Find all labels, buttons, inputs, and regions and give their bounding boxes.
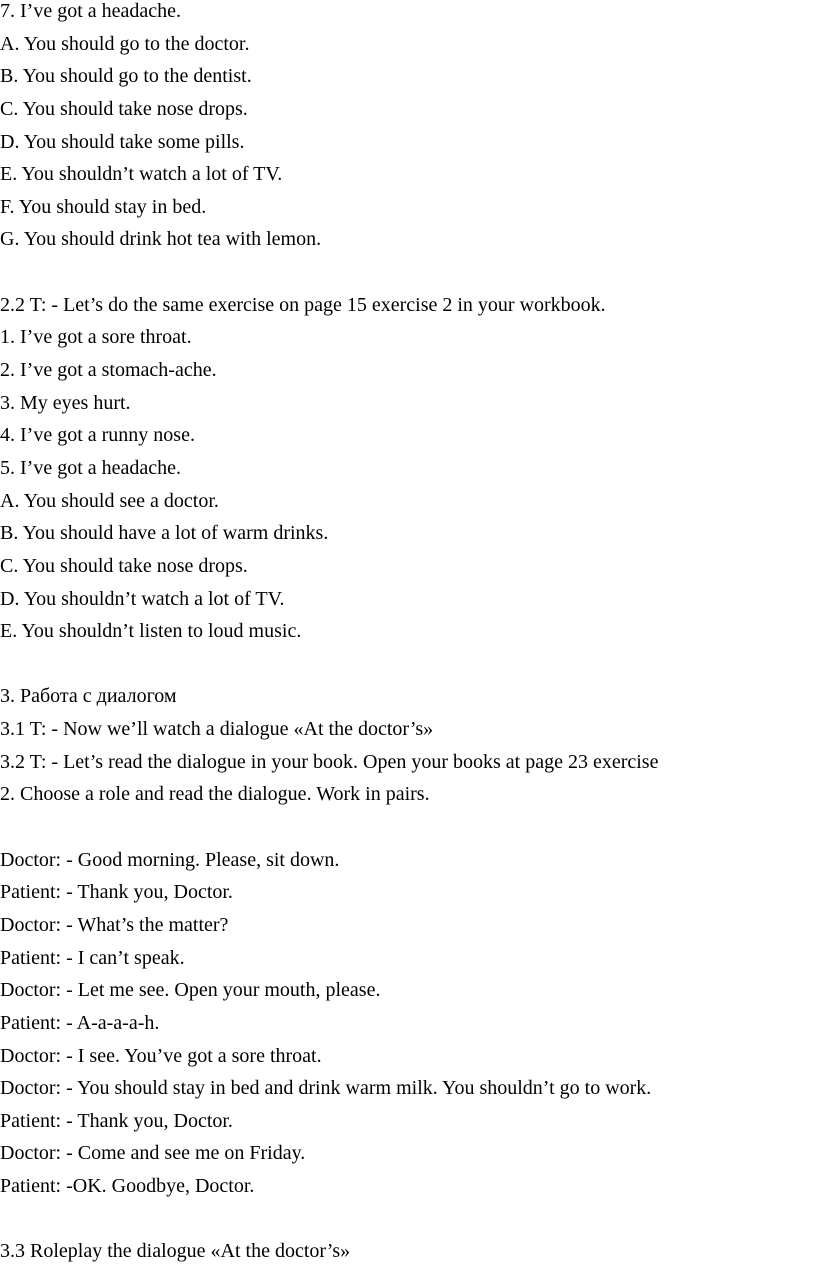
answer-a: A. You should go to the doctor. (0, 32, 250, 55)
spacer (0, 811, 816, 844)
spacer (0, 1203, 816, 1236)
step-3-2-line-1: 3.2 T: - Let’s read the dialogue in your book. Open your books at page 23 exercise (0, 750, 659, 773)
dialogue-line: Doctor: - I see. You’ve got a sore throat. (0, 1044, 322, 1067)
workbook-answer-d: D. You shouldn’t watch a lot of TV. (0, 587, 285, 610)
answer-f: F. You should stay in bed. (0, 195, 207, 218)
section-heading: 3. Работа с диалогом (0, 685, 177, 708)
answer-b: B. You should go to the dentist. (0, 65, 252, 88)
problem-5: 5. I’ve got a headache. (0, 456, 182, 479)
step-3-2-line-2: 2. Choose a role and read the dialogue. Work in pairs. (0, 783, 430, 806)
dialogue-line: Patient: - I can’t speak. (0, 946, 185, 969)
workbook-instruction: 2.2 T: - Let’s do the same exercise on page 15 exercise 2 in your workbook. (0, 293, 606, 316)
workbook-answer-e: E. You shouldn’t listen to loud music. (0, 620, 302, 643)
dialogue-line: Doctor: - What’s the matter? (0, 913, 229, 936)
workbook-answer-c: C. You should take nose drops. (0, 554, 248, 577)
answer-c: C. You should take nose drops. (0, 97, 248, 120)
answer-e: E. You shouldn’t watch a lot of TV. (0, 163, 283, 186)
question-7: 7. I’ve got a headache. (0, 0, 182, 22)
problem-3: 3. My eyes hurt. (0, 391, 131, 414)
roleplay-instruction: 3.3 Roleplay the dialogue «At the doctor’s» (0, 1240, 351, 1263)
dialogue-line: Patient: - Thank you, Doctor. (0, 881, 233, 904)
step-3-1: 3.1 T: - Now we’ll watch a dialogue «At the doctor’s» (0, 718, 434, 741)
dialogue-line: Doctor: - You should stay in bed and drink warm milk. You shouldn’t go to work. (0, 1077, 652, 1100)
dialogue-line: Doctor: - Good morning. Please, sit down. (0, 848, 340, 871)
problem-2: 2. I’ve got a stomach-ache. (0, 359, 217, 382)
dialogue-line: Doctor: - Come and see me on Friday. (0, 1142, 306, 1165)
answer-g: G. You should drink hot tea with lemon. (0, 228, 322, 251)
workbook-answer-b: B. You should have a lot of warm drinks. (0, 522, 329, 545)
workbook-answer-a: A. You should see a doctor. (0, 489, 219, 512)
spacer (0, 648, 816, 681)
dialogue-line: Patient: -OK. Goodbye, Doctor. (0, 1175, 255, 1198)
problem-1: 1. I’ve got a sore throat. (0, 326, 192, 349)
answer-d: D. You should take some pills. (0, 130, 245, 153)
problem-4: 4. I’ve got a runny nose. (0, 424, 195, 447)
dialogue-line: Patient: - Thank you, Doctor. (0, 1109, 233, 1132)
dialogue-line: Doctor: - Let me see. Open your mouth, please. (0, 979, 381, 1002)
spacer (0, 256, 816, 289)
dialogue-line: Patient: - A-a-a-a-h. (0, 1011, 160, 1034)
